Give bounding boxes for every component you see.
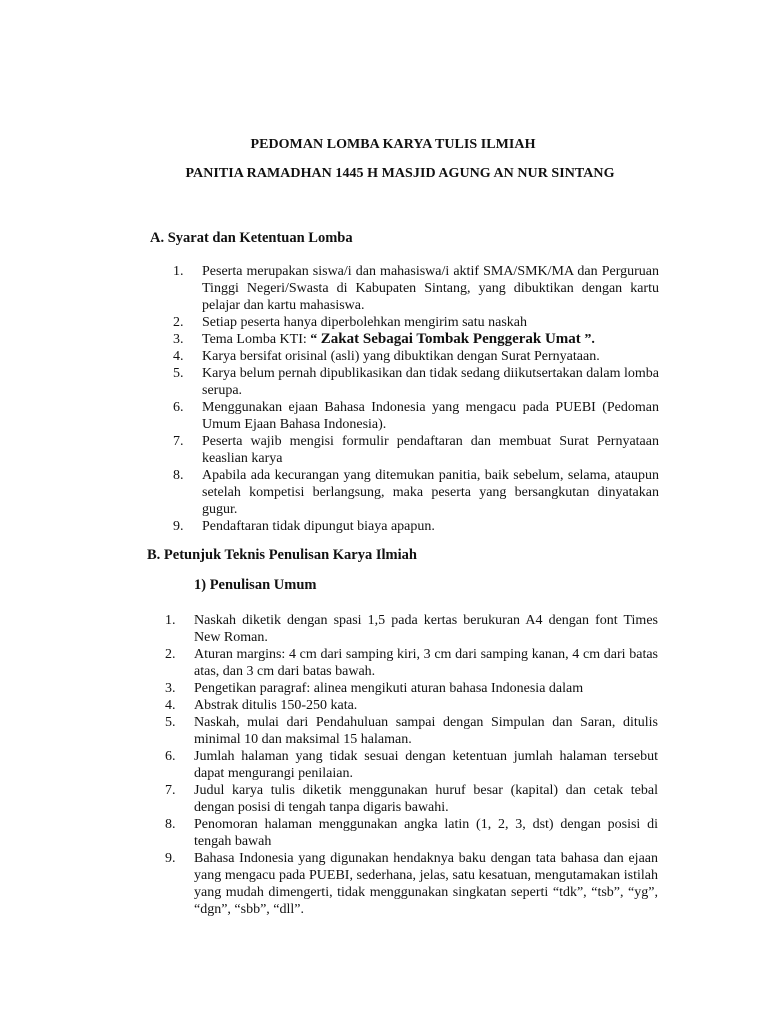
item-number: 5. bbox=[173, 366, 184, 381]
section-b-heading: B. Petunjuk Teknis Penulisan Karya Ilmiah bbox=[147, 547, 417, 563]
list-item bbox=[165, 697, 658, 714]
item-text: Penomoran halaman menggunakan angka latin (1, 2, 3, dst) dengan posisi di tengah bawah bbox=[194, 817, 658, 849]
section-b-subheading: 1) Penulisan Umum bbox=[194, 577, 317, 593]
list-item bbox=[165, 782, 658, 816]
list-item bbox=[165, 850, 658, 918]
item-number: 3. bbox=[165, 681, 176, 696]
item-text: Karya belum pernah dipublikasikan dan tidak sedang diikutsertakan dalam lomba serupa. bbox=[202, 366, 659, 398]
list-item bbox=[173, 365, 659, 399]
item-number: 5. bbox=[165, 715, 176, 730]
list-item bbox=[165, 680, 658, 697]
list-item bbox=[173, 263, 659, 314]
item-text: Menggunakan ejaan Bahasa Indonesia yang mengacu pada PUEBI (Pedoman Umum Ejaan Bahasa Indonesia). bbox=[202, 400, 659, 432]
item-text-prefix: Tema Lomba KTI: bbox=[202, 332, 311, 347]
list-item bbox=[165, 816, 658, 850]
item-number: 2. bbox=[165, 647, 176, 662]
section-a-heading: A. Syarat dan Ketentuan Lomba bbox=[150, 230, 353, 246]
item-text: Setiap peserta hanya diperbolehkan mengirim satu naskah bbox=[202, 315, 528, 330]
item-text: Karya bersifat orisinal (asli) yang dibuktikan dengan Surat Pernyataan. bbox=[202, 349, 600, 364]
item-number: 3. bbox=[173, 332, 184, 347]
item-number: 7. bbox=[165, 783, 176, 798]
item-number: 6. bbox=[165, 749, 176, 764]
item-text: Judul karya tulis diketik menggunakan huruf besar (kapital) dan cetak tebal dengan posisi di tengah tanpa digaris bawahi. bbox=[194, 783, 658, 815]
section-a-list bbox=[173, 263, 659, 535]
item-text: Aturan margins: 4 cm dari samping kiri, 3 cm dari samping kanan, 4 cm dari batas atas, dan 3 cm dari batas bawah. bbox=[194, 647, 658, 679]
competition-theme: Zakat Sebagai Tombak Penggerak Umat bbox=[320, 331, 581, 347]
item-text: Peserta merupakan siswa/i dan mahasiswa/i aktif SMA/SMK/MA dan Perguruan Tinggi Negeri/Swasta di Kabupaten Sintang, yang dibuktikan dengan kartu pelajar dan kartu mahasiswa. bbox=[202, 264, 659, 313]
item-number: 2. bbox=[173, 315, 184, 330]
item-text: Bahasa Indonesia yang digunakan hendaknya baku dengan tata bahasa dan ejaan yang mengacu pada PUEBI, sederhana, jelas, satu kesatuan, mengutamakan istilah yang mudah dimengerti, tidak menggunakan singkatan seperti “tdk”, “tsb”, “yg”, “dgn”, “sbb”, “dll”. bbox=[194, 851, 658, 917]
item-number: 7. bbox=[173, 434, 184, 449]
list-item bbox=[173, 314, 659, 331]
list-item bbox=[173, 331, 659, 348]
open-quote: “ bbox=[310, 332, 321, 347]
item-number: 8. bbox=[165, 817, 176, 832]
item-text: Jumlah halaman yang tidak sesuai dengan ketentuan jumlah halaman tersebut dapat mengurangi penilaian. bbox=[194, 749, 658, 781]
document-subtitle: PANITIA RAMADHAN 1445 H MASJID AGUNG AN NUR SINTANG bbox=[185, 166, 615, 181]
item-number: 1. bbox=[165, 613, 176, 628]
list-item bbox=[165, 748, 658, 782]
list-item bbox=[173, 518, 659, 535]
list-item bbox=[173, 399, 659, 433]
item-text: Pendaftaran tidak dipungut biaya apapun. bbox=[202, 519, 435, 534]
list-item bbox=[173, 433, 659, 467]
item-number: 9. bbox=[165, 851, 176, 866]
item-text: Apabila ada kecurangan yang ditemukan panitia, baik sebelum, selama, ataupun setelah kompetisi berlangsung, maka peserta yang bersangkutan dinyatakan gugur. bbox=[202, 468, 659, 517]
item-text: Naskah, mulai dari Pendahuluan sampai dengan Simpulan dan Saran, ditulis minimal 10 dan maksimal 15 halaman. bbox=[194, 715, 658, 747]
item-number: 8. bbox=[173, 468, 184, 483]
item-text: Pengetikan paragraf: alinea mengikuti aturan bahasa Indonesia dalam bbox=[194, 681, 584, 696]
close-quote: ”. bbox=[580, 332, 595, 347]
list-item bbox=[165, 714, 658, 748]
item-number: 4. bbox=[165, 698, 176, 713]
item-text: Naskah diketik dengan spasi 1,5 pada kertas berukuran A4 dengan font Times New Roman. bbox=[194, 613, 658, 645]
item-number: 4. bbox=[173, 349, 184, 364]
list-item bbox=[173, 348, 659, 365]
list-item bbox=[165, 612, 658, 646]
item-number: 1. bbox=[173, 264, 184, 279]
list-item bbox=[165, 646, 658, 680]
section-b-list bbox=[165, 612, 658, 918]
document-title: PEDOMAN LOMBA KARYA TULIS ILMIAH bbox=[250, 137, 536, 152]
list-item bbox=[173, 467, 659, 518]
item-number: 9. bbox=[173, 519, 184, 534]
item-text: Abstrak ditulis 150-250 kata. bbox=[194, 698, 358, 713]
item-number: 6. bbox=[173, 400, 184, 415]
item-text: Peserta wajib mengisi formulir pendaftaran dan membuat Surat Pernyataan keaslian karya bbox=[202, 434, 659, 466]
